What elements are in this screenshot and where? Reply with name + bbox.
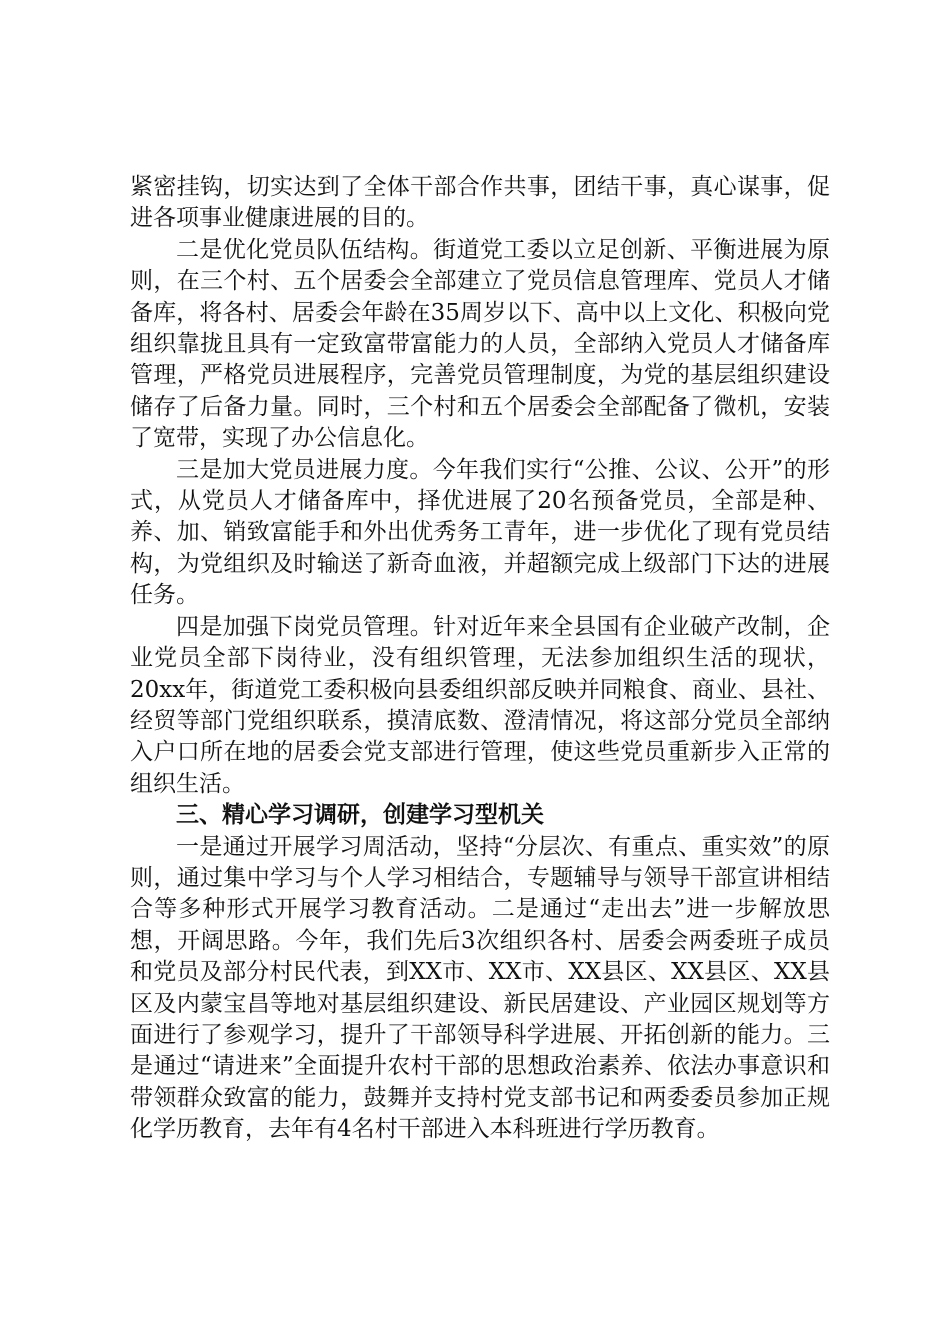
paragraph-laid-off-member-management: 四是加强下岗党员管理。针对近年来全县国有企业破产改制，企业党员全部下岗待业，没有组织管理，无法参加组织生活的现状，20xx年，街道党工委积极向县委组织部反映并同粮食、商业、县社、经贸等部门党组织联系，摸清底数、澄清情况，将这部分党员全部纳入户口所在地的居委会党支部进行管理，使这些党员重新步入正常的组织生活。	[130, 613, 830, 797]
paragraph-optimize-party-structure: 二是优化党员队伍结构。街道党工委以立足创新、平衡进展为原则，在三个村、五个居委会全部建立了党员信息管理库、党员人才储备库，将各村、居委会年龄在35周岁以下、高中以上文化、积极向党组织靠拢且具有一定致富带富能力的人员，全部纳入党员人才储备库管理，严格党员进展程序，完善党员管理制度，为党的基层组织建设储存了后备力量。同时，三个村和五个居委会全部配备了微机，安装了宽带，实现了办公信息化。	[130, 236, 830, 452]
paragraph-increase-party-development: 三是加大党员进展力度。今年我们实行“公推、公议、公开”的形式，从党员人才储备库中，择优进展了20名预备党员，全部是种、养、加、销致富能手和外出优秀务工青年，进一步优化了现有党员结构，为党组织及时输送了新奇血液，并超额完成上级部门下达的进展任务。	[130, 456, 830, 609]
paragraph-continuation: 紧密挂钩，切实达到了全体干部合作共事，团结干事，真心谋事，促进各项事业健康进展的目的。	[130, 174, 830, 232]
paragraph-learning-activities: 一是通过开展学习周活动，坚持“分层次、有重点、重实效”的原则，通过集中学习与个人学习相结合，专题辅导与领导干部宣讲相结合等多种形式开展学习教育活动。二是通过“走出去”进一步解放思想，开阔思路。今年，我们先后3次组织各村、居委会两委班子成员和党员及部分村民代表，到XX市、XX市、XX县区、XX县区、XX县区及内蒙宝昌等地对基层组织建设、新民居建设、产业园区规划等方面进行了参观学习，提升了干部领导科学进展、开拓创新的能力。三是通过“请进来”全面提升农村干部的思想政治素养、依法办事意识和带领群众致富的能力，鼓舞并支持村党支部书记和两委委员参加正规化学历教育，去年有4名村干部进入本科班进行学历教育。	[130, 833, 830, 1143]
section-heading: 三、精心学习调研，创建学习型机关	[176, 802, 544, 829]
document-page	[130, 172, 830, 1146]
